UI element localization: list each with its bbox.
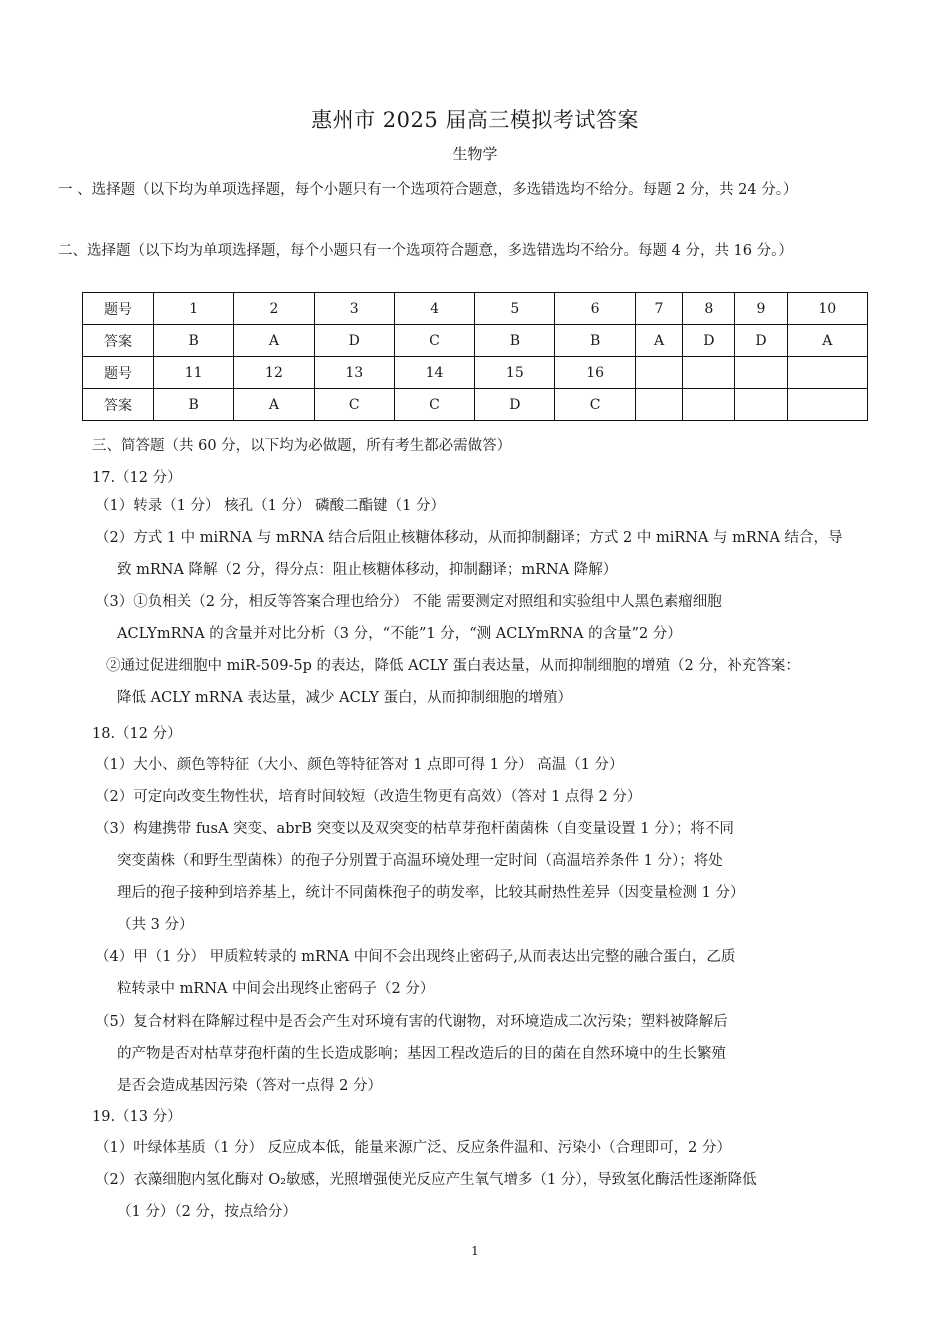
table-cell: 9 <box>735 293 787 325</box>
answer-line: 致 mRNA 降解（2 分，得分点：阻止核糖体移动，抑制翻译；mRNA 降解） <box>117 562 618 578</box>
table-cell: B <box>154 389 234 421</box>
row-label: 题号 <box>83 357 154 389</box>
table-cell: D <box>683 325 735 357</box>
answer-line: 降低 ACLY mRNA 表达量，减少 ACLY 蛋白，从而抑制细胞的增殖） <box>117 690 573 706</box>
table-cell: 10 <box>787 293 867 325</box>
table-cell <box>635 389 682 421</box>
answer-line: （1 分）（2 分，按点给分） <box>117 1204 297 1220</box>
table-cell <box>735 389 787 421</box>
table-row <box>83 389 868 421</box>
table-row <box>83 357 868 389</box>
answer-line: ACLYmRNA 的含量并对比分析（3 分，“不能”1 分，“测 ACLYmRNA 的含量”2 分） <box>117 626 682 642</box>
table-cell: B <box>555 325 635 357</box>
answer-line: （2）衣藻细胞内氢化酶对 O₂敏感，光照增强使光反应产生氧气增多（1 分），导致氢化酶活性逐渐降低 <box>95 1172 757 1188</box>
table-cell: 15 <box>475 357 555 389</box>
page-title: 惠州市 2025 届高三模拟考试答案 <box>311 108 639 132</box>
table-cell: A <box>635 325 682 357</box>
table-cell: 14 <box>394 357 474 389</box>
table-cell: 2 <box>234 293 314 325</box>
table-cell: 5 <box>475 293 555 325</box>
table-cell: 13 <box>314 357 394 389</box>
question-17-heading: 17.（12 分） <box>92 470 182 486</box>
table-cell: 4 <box>394 293 474 325</box>
answer-line: （5）复合材料在降解过程中是否会产生对环境有害的代谢物，对环境造成二次污染；塑料被降解后 <box>95 1014 728 1030</box>
answer-line: （2）可定向改变生物性状，培育时间较短（改造生物更有高效）（答对 1 点得 2 分） <box>95 789 642 805</box>
answer-line: （共 3 分） <box>117 917 194 933</box>
answer-line: 的产物是否对枯草芽孢杆菌的生长造成影响；基因工程改造后的目的菌在自然环境中的生长繁殖 <box>117 1046 726 1062</box>
table-cell: D <box>475 389 555 421</box>
table-cell: C <box>555 389 635 421</box>
table-cell: 16 <box>555 357 635 389</box>
subject-name: 生物学 <box>452 145 498 163</box>
table-cell: D <box>735 325 787 357</box>
answer-line: ②通过促进细胞中 miR-509-5p 的表达，降低 ACLY 蛋白表达量，从而抑制细胞的增殖（2 分，补充答案： <box>106 658 800 674</box>
table-cell: B <box>154 325 234 357</box>
table-cell: C <box>394 325 474 357</box>
table-cell: 3 <box>314 293 394 325</box>
answer-line: 粒转录中 mRNA 中间会出现终止密码子（2 分） <box>117 981 435 997</box>
table-cell <box>635 357 682 389</box>
answer-line: （1）转录（1 分） 核孔（1 分） 磷酸二酯键（1 分） <box>95 498 445 514</box>
answer-table <box>82 292 868 421</box>
answer-line: （4）甲（1 分） 甲质粒转录的 mRNA 中间不会出现终止密码子,从而表达出完整的融合蛋白，乙质 <box>95 949 736 965</box>
table-cell: 1 <box>154 293 234 325</box>
answer-line: （1）叶绿体基质（1 分） 反应成本低，能量来源广泛、反应条件温和、污染小（合理即可，2 分） <box>95 1140 731 1156</box>
table-cell: 11 <box>154 357 234 389</box>
question-19-heading: 19.（13 分） <box>92 1109 182 1125</box>
table-cell: 8 <box>683 293 735 325</box>
question-18-heading: 18.（12 分） <box>92 726 182 742</box>
table-cell: A <box>234 389 314 421</box>
table-row <box>83 293 868 325</box>
table-cell: 7 <box>635 293 682 325</box>
table-cell: B <box>475 325 555 357</box>
row-label: 答案 <box>83 325 154 357</box>
table-cell: C <box>314 389 394 421</box>
page-number: 1 <box>471 1244 479 1258</box>
answer-line: 突变菌株（和野生型菌株）的孢子分别置于高温环境处理一定时间（高温培养条件 1 分）；将处 <box>117 853 723 869</box>
table-cell: A <box>234 325 314 357</box>
table-cell <box>683 389 735 421</box>
section-one-instructions: 一 、选择题（以下均为单项选择题，每个小题只有一个选项符合题意，多选错选均不给分。每题 2 分，共 24 分。） <box>58 182 798 198</box>
table-cell <box>683 357 735 389</box>
table-cell: 12 <box>234 357 314 389</box>
section-three-heading: 三、简答题（共 60 分，以下均为必做题，所有考生都必需做答） <box>92 438 512 454</box>
answer-line: 是否会造成基因污染（答对一点得 2 分） <box>117 1078 382 1094</box>
section-two-instructions: 二、选择题（以下均为单项选择题，每个小题只有一个选项符合题意，多选错选均不给分。每题 4 分，共 16 分。） <box>58 243 793 259</box>
answer-line: 理后的孢子接种到培养基上，统计不同菌株孢子的萌发率，比较其耐热性差异（因变量检测 1 分） <box>117 885 745 901</box>
row-label: 答案 <box>83 389 154 421</box>
answer-line: （1）大小、颜色等特征（大小、颜色等特征答对 1 点即可得 1 分） 高温（1 分） <box>95 757 624 773</box>
table-cell <box>787 357 867 389</box>
answer-line: （3）构建携带 fusA 突变、abrB 突变以及双突变的枯草芽孢杆菌菌株（自变量设置 1 分）；将不同 <box>95 821 734 837</box>
table-cell: A <box>787 325 867 357</box>
table-row <box>83 325 868 357</box>
row-label: 题号 <box>83 293 154 325</box>
answer-line: （3）①负相关（2 分，相反等答案合理也给分） 不能 需要测定对照组和实验组中人黑色素瘤细胞 <box>95 594 722 610</box>
table-cell: C <box>394 389 474 421</box>
table-cell: D <box>314 325 394 357</box>
table-cell: 6 <box>555 293 635 325</box>
table-cell <box>735 357 787 389</box>
answer-line: （2）方式 1 中 miRNA 与 mRNA 结合后阻止核糖体移动，从而抑制翻译；方式 2 中 miRNA 与 mRNA 结合，导 <box>95 530 843 546</box>
table-cell <box>787 389 867 421</box>
